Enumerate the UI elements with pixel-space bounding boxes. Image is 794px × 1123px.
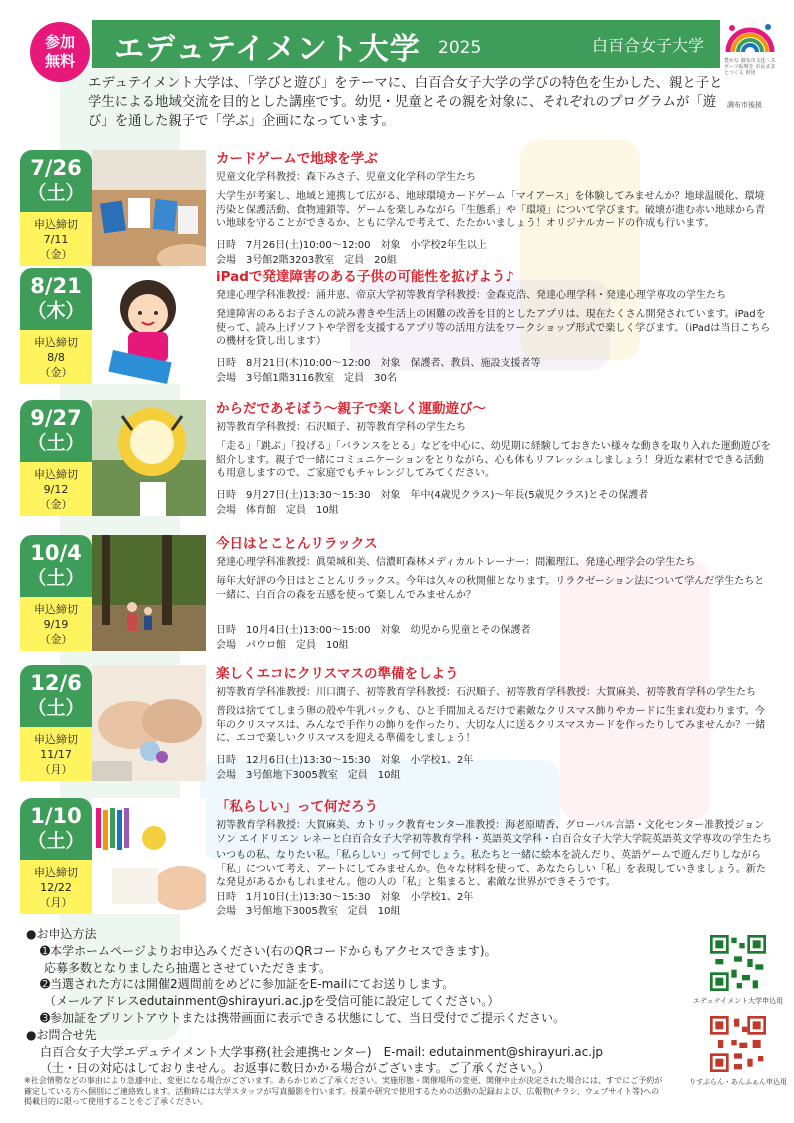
event-schedule: 日時 8月21日(木)10:00～12:00 対象 保護者、教員、施設支援者等 [216,358,541,369]
event-date-value: 7/26 [30,156,82,180]
footnote: ※社会情勢などの事由により急遽中止、変更になる場合がございます。あらかじめご了承ください。実施形態・開催場所の変更、開催中止が決定された場合には、すでにご予約が確定している方へ個別にご連絡致します。活動時には大学スタッフが写真撮影を行います。授業や研究で使用するための活動の記録および、広報物(チラシ、ウェブサイト等)への掲載目的に限って使用することをご了承ください。 [24,1076,663,1106]
event-date-value: 12/6 [30,671,82,695]
event-date-value: 8/21 [30,274,82,298]
event-staff: 発達心理学科准教授：涌井恵、帝京大学初等教育学科教授：金森克浩、発達心理学科・発達心理学専攻の学生たち [216,290,726,301]
logo-caption: 豊かな 調布市文化・スポーツ振興を 市民ままとつくる 財団 [724,58,776,76]
event-venue: 会場 3号館地下3005教室 定員 10組 [216,770,401,781]
foundation-logo [724,18,776,58]
deadline-box [20,330,92,384]
event-date [20,268,92,330]
event-photo-crafts [92,665,206,781]
event-date [20,535,92,597]
event-date [20,400,92,462]
event-title: 楽しくエコにクリスマスの準備をしよう [216,666,459,682]
deadline-weekday: （月） [39,896,73,909]
apply-heading: ●お申込方法 [26,927,97,941]
event-card [20,665,774,783]
apply-step-2-note: （メールアドレスedutainment@shirayuri.ac.jpを受信可能に設定してください。） [44,994,500,1009]
event-date-value: 1/10 [30,804,82,828]
deadline-label: 申込締切 [34,733,78,746]
event-weekday: （土） [27,432,85,454]
badge-line-1: 参加 [44,33,75,51]
event-schedule: 日時 12月6日(土)13:30～15:30 対象 小学校1、2年 [216,755,474,766]
deadline-weekday: （金） [39,633,73,646]
intro-text: エデュテイメント大学は、「学びと遊び」をテーマに、白百合女子大学の学びの特色を生かした、親と子と学生による地域交流を目的とした講座です。幼児・児童とその親を対象に、それぞれのプログラムが「遊び」を通した親子で「学ぶ」企画になっています。 [88,76,723,129]
event-date [20,665,92,727]
event-venue: 会場 体育館 定員 10組 [216,505,339,516]
event-schedule: 日時 7月26日(土)10:00～12:00 対象 小学校2年生以上 [216,240,487,251]
event-staff: 初等教育学科准教授：川口潤子、初等教育学科教授：石沢順子、初等教育学科教授：大賀麻美、初等教育学科の学生たち [216,687,756,698]
event-title: 今日はとことんリラックス [216,536,378,552]
badge-line-2: 無料 [44,52,75,70]
deadline-box [20,597,92,651]
free-badge [30,22,90,82]
event-staff: 発達心理学科准教授：眞榮城和美、信濃町森林メディカルトレーナー：間瀬理江、発達心理学会の学生たち [216,557,696,568]
event-venue: 会場 3号館2階3203教室 定員 20組 [216,255,397,266]
deadline-weekday: （月） [39,763,73,776]
title-year: 2025 [438,38,482,58]
event-description: 大学生が考案し、地域と連携して広がる、地球環境カードゲーム「マイアース」を体験してみませんか？地球温暖化、環境汚染と保護活動、食物連鎖等、ゲームを楽しみながら「生態系」や「環境」について学びます。破壊が進む赤い地球から青い地球を守ることができるか、ともに学んで考えて、たたかいましょう！オリジナルカードの作成も行います。 [216,191,765,229]
event-description: 発達障害のあるお子さんの読み書きや生活上の困難の改善を目的としたアプリは、現在たくさん開発されています。iPadを使って、読み上げソフトや学習を支援するアプリ等の活用方法をワークショップ形式で楽しく学びます。（iPadは当日こちらの機材を貸し出します） [216,309,771,347]
university-name: 白百合女子大学 [591,36,704,55]
deadline-label: 申込締切 [34,603,78,616]
event-title: iPadで発達障害のある子供の可能性を拡げよう♪ [216,269,515,285]
deadline-box [20,212,92,266]
qr-label-edutainment: エデュテイメント大学申込用 [692,997,784,1005]
deadline-weekday: （金） [39,248,73,261]
deadline-weekday: （金） [39,498,73,511]
event-photo-ipad-child [92,268,206,384]
event-schedule: 日時 10月4日(土)13:00～15:00 対象 幼児から児童とその保護者 [216,625,531,636]
event-date [20,150,92,212]
apply-step-1: ➊本学ホームページよりお申込みください(右のQRコードからもアクセスできます)。 [40,943,497,958]
event-venue: 会場 パウロ館 定員 10組 [216,640,349,651]
event-weekday: （土） [27,182,85,204]
page-title: エデュテイメント大学 [114,32,421,67]
event-venue: 会場 3号館1階3116教室 定員 30名 [216,373,397,384]
deadline-label: 申込締切 [34,218,78,231]
deadline-label: 申込締切 [34,468,78,481]
event-description: 「走る」「跳ぶ」「投げる」「バランスをとる」などを中心に、幼児期に経験しておきたい様々な動きを取り入れた運動遊びを紹介します。親子で一緒にコミュニケーションをとりながら、心も体もリフレッシュしましょう！身近な素材でできる活動も用意しますので、ご家庭でもチャレンジしてみてください。 [216,441,771,479]
deadline-label: 申込締切 [34,866,78,879]
event-photo-forest [92,535,206,651]
event-description: 普段は捨ててしまう卵の殻や牛乳パックも、ひと手間加えるだけで素敵なクリスマス飾りやカードに生まれ変わります。今年のクリスマスは、みんなで手作りの飾りを作ったり、大切な人に送るクリスマスカードを作ったりしてみませんか？一緒に、エコで楽しいクリスマスを迎える準備をしましょう！ [216,706,766,744]
event-photo-exercise [92,400,206,516]
event-card [20,535,774,653]
event-date-value: 9/27 [30,406,82,430]
event-title: カードゲームで地球を学ぶ [216,151,378,167]
event-description: 毎年大好評の今日はとことんリラックス。今年は久々の秋開催となります。リラクゼーション法について学んだ学生たちと一緒に、白百合の森を五感を使って楽しんでみませんか？ [216,576,765,601]
event-date [20,798,92,860]
qr-code-edutainment[interactable] [710,935,766,991]
apply-step-3: ➌参加証をプリントアウトまたは携帯画面に表示できる状態にして、当日受付でご提示ください。 [40,1010,565,1025]
apply-step-1-note: 応募多数となりましたら抽選とさせていただきます。 [44,960,332,975]
deadline-box [20,727,92,781]
event-staff: 初等教育学科教授：石沢順子、初等教育学科の学生たち [216,422,466,433]
event-card [20,150,774,268]
qr-label-risplan: りすぷらん・あんふぁん申込用 [689,1078,787,1086]
deadline-weekday: （金） [39,366,73,379]
deadline-date: 9/12 [43,483,69,496]
event-staff: 初等教育学科教授：大賀麻美、カトリック教育センター准教授：海老原晴香、グローバル言語・文化センター准教授ジョンソン エイドリエン レネーと白百合女子大学初等教育学科・英語英文学科・白百合女子大学大学院英語英文学専攻の学生たち [216,820,772,845]
event-body [216,400,772,516]
event-photo-card-game [92,150,206,266]
qr-code-risplan[interactable] [710,1016,766,1072]
event-title: 「私らしい」って何だろう [216,799,378,815]
application-info [26,926,686,1077]
event-weekday: （土） [27,567,85,589]
event-weekday: （土） [27,830,85,852]
deadline-box [20,860,92,914]
event-schedule: 日時 1月10日(土)13:30～15:30 対象 小学校1、2年 [216,892,474,903]
title-bar [92,20,720,68]
event-body [216,150,772,266]
event-staff: 児童文化学科教授：森下みさ子、児童文化学科の学生たち [216,172,476,183]
deadline-date: 7/11 [43,233,69,246]
header [0,0,794,76]
event-title: からだであそぼう～親子で楽しく運動遊び～ [216,401,486,417]
event-body [216,665,772,781]
event-card [20,268,774,386]
deadline-date: 12/22 [40,881,72,894]
event-body [216,798,772,917]
contact-note: （土・日の対応はしておりません。お返事に数日かかる場合がございます。ご了承ください。） [40,1061,550,1076]
event-card [20,798,774,916]
contact-info: 白百合女子大学エデュテイメント大学事務(社会連携センター) E-mail: edutainment@shirayuri.ac.jp [40,1044,604,1059]
apply-step-2: ➋当選された方には開催2週間前をめどに参加証をE-mailにてお送りします。 [40,977,455,992]
contact-heading: ●お問合せ先 [26,1027,97,1042]
event-photo-art-supplies [92,798,206,914]
event-weekday: （木） [27,300,85,322]
event-body [216,535,772,651]
deadline-box [20,462,92,516]
event-body [216,268,772,384]
deadline-date: 9/19 [43,618,69,631]
backing-label: 調布市後援 [727,101,762,109]
deadline-date: 8/8 [47,351,65,364]
event-date-value: 10/4 [30,541,82,565]
event-venue: 会場 3号館地下3005教室 定員 10組 [216,906,401,917]
event-weekday: （土） [27,697,85,719]
event-schedule: 日時 9月27日(土)13:30～15:30 対象 年中(4歳児クラス)～年長(5歳児クラス)とその保護者 [216,490,649,501]
deadline-label: 申込締切 [34,336,78,349]
deadline-date: 11/17 [40,748,72,761]
event-description: いつもの私、なりたい私。「私らしい」って何でしょう。私たちと一緒に絵本を読んだり、英語ゲームで遊んだりしながら「私」について考え、アートにしてみませんか。色々な材料を使って、あなたらしい「私」を表現していきましょう。新たな発見があるかもしれません。他の人の「私」と集まると、素敵な世界ができそうです。 [216,850,766,888]
event-card [20,400,774,518]
